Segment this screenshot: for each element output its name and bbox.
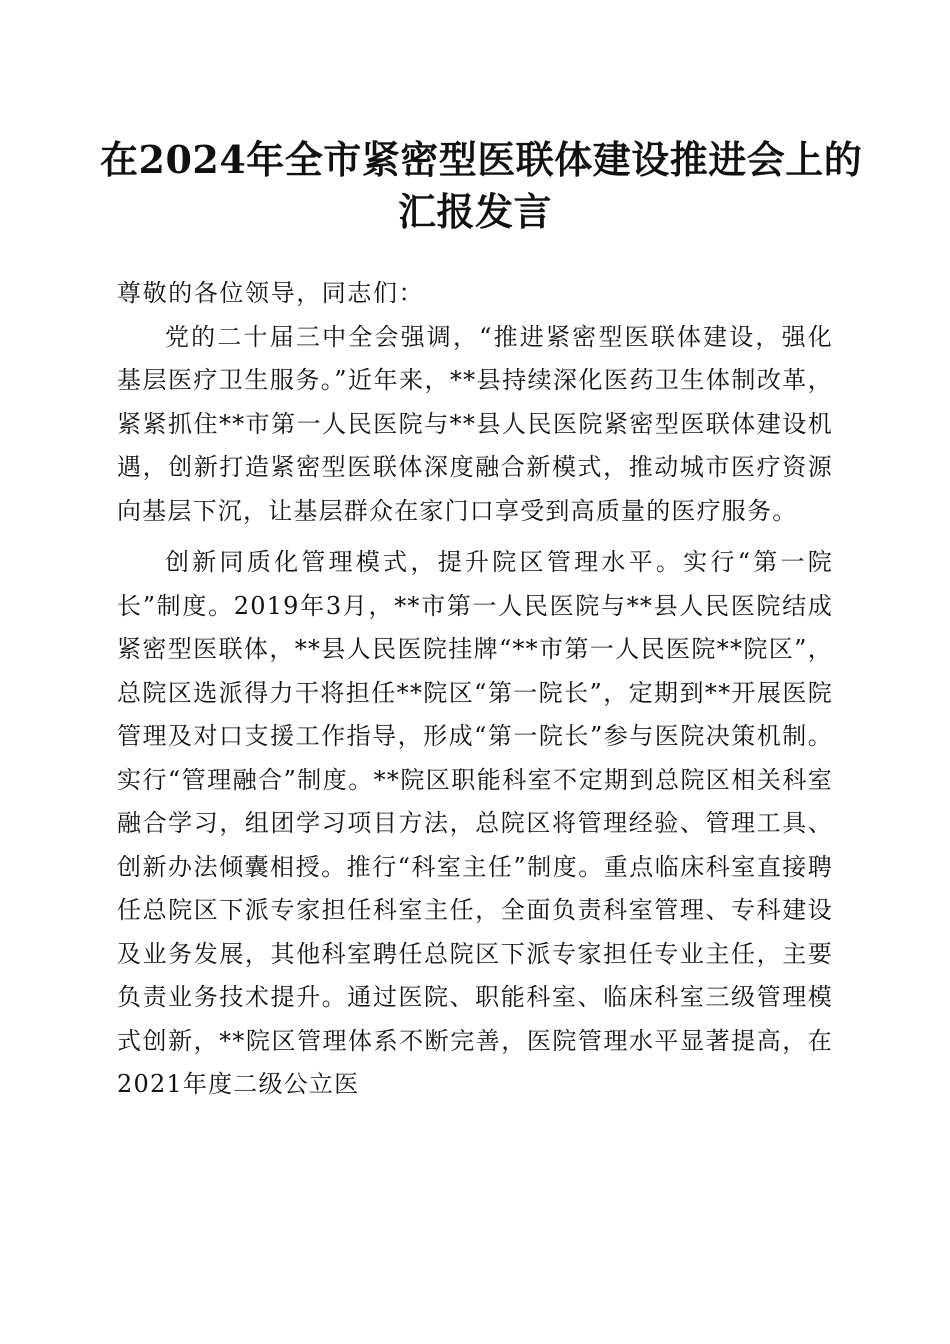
- document-title: [100, 134, 863, 238]
- paragraph-spacer: [117, 533, 833, 541]
- title-line-1: 在2024年全市紧密型医联体建设推进会上的: [100, 137, 863, 182]
- paragraph-intro: 党的二十届三中全会强调，“推进紧密型医联体建设，强化基层医疗卫生服务。”近年来，**县持续深化医药卫生体制改革，紧紧抓住**市第一人民医院与**县人民医院紧密型医联体建设机遇，创新打造紧密型医联体深度融合新模式，推动城市医疗资源向基层下沉，让基层群众在家门口享受到高质量的医疗服务。: [117, 322, 833, 525]
- salutation: 尊敬的各位领导，同志们：: [117, 279, 425, 307]
- title-line-2: 汇报发言: [397, 189, 552, 234]
- paragraph-management-model: 创新同质化管理模式，提升院区管理水平。实行“第一院长”制度。2019年3月，**市第一人民医院与**县人民医院结成紧密型医联体，**县人民医院挂牌“**市第一人民医院**院区”，总院区选派得力干将担任**院区“第一院长”，定期到**开展医院管理及对口支援工作指导，形成“第一院长”参与医院决策机制。实行“管理融合”制度。**院区职能科室不定期到总院区相关科室融合学习，组团学习项目方法，总院区将管理经验、管理工具、创新办法倾囊相授。推行“科室主任”制度。重点临床科室直接聘任总院区下派专家担任科室主任，全面负责科室管理、专科建设及业务发展，其他科室聘任总院区下派专家担任专业主任，主要负责业务技术提升。通过医院、职能科室、临床科室三级管理模式创新，**院区管理体系不断完善，医院管理水平显著提高，在2021年度二级公立医: [117, 548, 833, 1098]
- document-body: [117, 272, 833, 1107]
